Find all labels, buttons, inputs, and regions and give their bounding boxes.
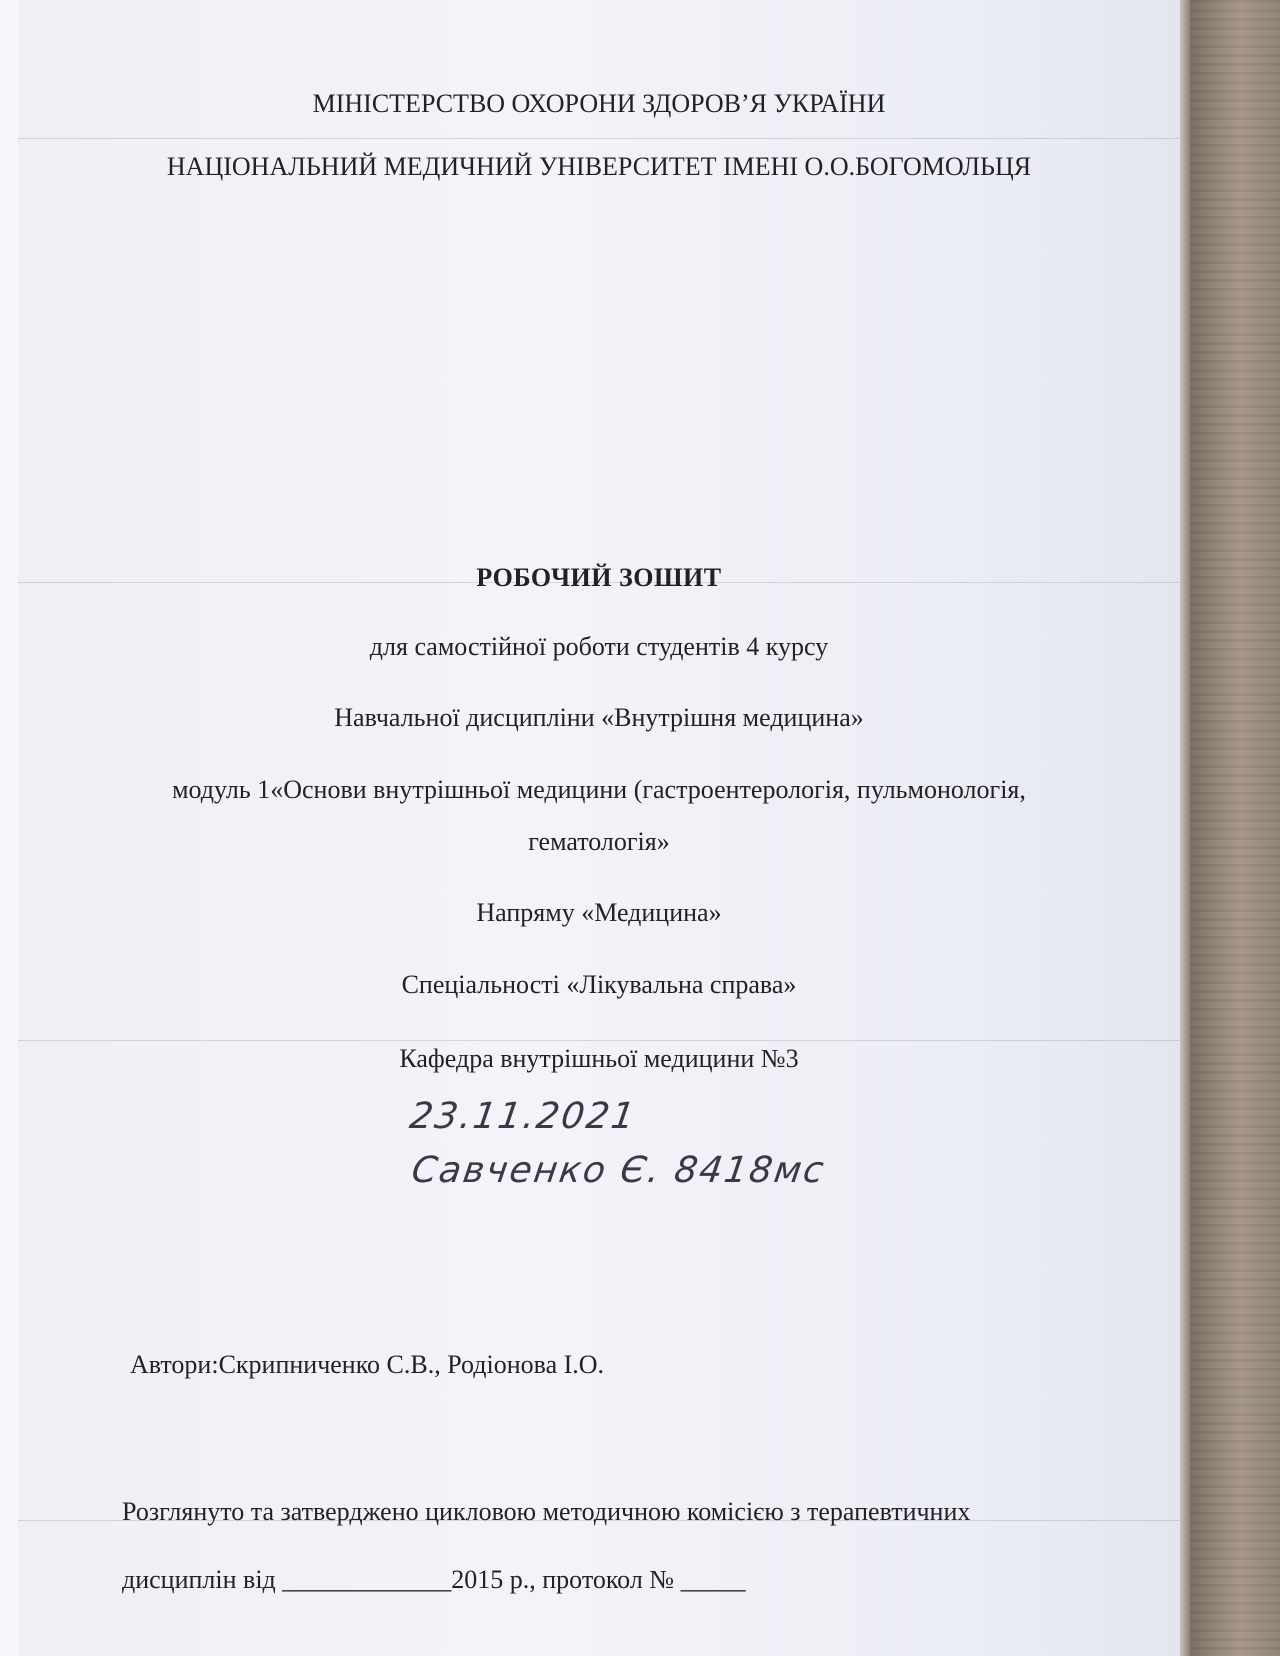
module-line: модуль 1«Основи внутрішньої медицини (гастроентерологія, пульмонологія, (172, 775, 1026, 804)
direction-line: Напряму «Медицина» (476, 898, 722, 927)
fold-line (18, 138, 1180, 139)
department-line: Кафедра внутрішньої медицини №3 (399, 1044, 799, 1073)
approval-line-continued: дисциплін від _____________2015 р., протокол № _____ (122, 1565, 746, 1594)
discipline-line: Навчальної дисципліни «Внутрішня медицина» (334, 703, 864, 732)
module-line-continued: гематологія» (528, 827, 670, 856)
page-edge (1180, 0, 1190, 1656)
authors-line: Автори:Скрипниченко С.В., Родіонова І.О. (130, 1350, 605, 1379)
university-heading: НАЦІОНАЛЬНИЙ МЕДИЧНИЙ УНІВЕРСИТЕТ ІМЕНІ О.О.БОГОМОЛЬЦЯ (166, 152, 1032, 181)
approval-line: Розглянуто та затверджено цикловою методичною комісією з терапевтичних (122, 1497, 971, 1526)
desk-background (1180, 0, 1280, 1656)
document-title: РОБОЧИЙ ЗОШИТ (476, 563, 722, 592)
document-subtitle: для самостійної роботи студентів 4 курсу (369, 632, 829, 661)
handwritten-student-name: Савченко Є. 8418мс (409, 1150, 829, 1191)
fold-line (18, 1040, 1180, 1041)
specialty-line: Спеціальності «Лікувальна справа» (401, 970, 797, 999)
ministry-heading: МІНІСТЕРСТВО ОХОРОНИ ЗДОРОВ’Я УКРАЇНИ (312, 89, 886, 118)
handwritten-date: 23.11.2021 (407, 1096, 640, 1137)
